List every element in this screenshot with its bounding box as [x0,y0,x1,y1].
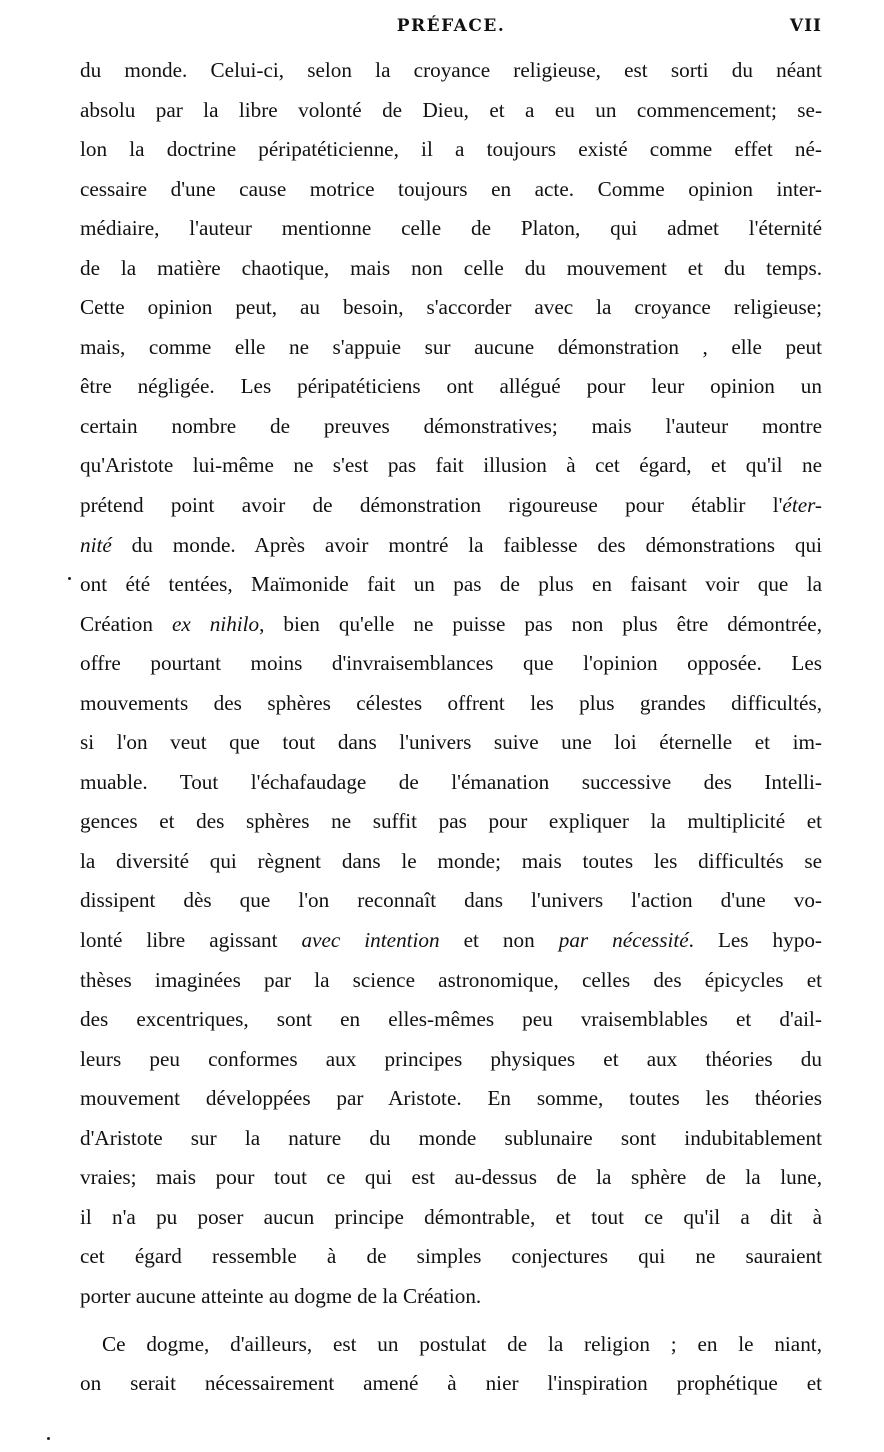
text-line: offre pourtant moins d'invraisemblances que l'opinion opposée. Les [80,651,822,676]
running-title: PRÉFACE. [396,16,506,36]
italic-phrase: avec intention [301,928,440,953]
text-line: vraies; mais pour tout ce qui est au-dessus de la sphère de la lune, [80,1165,822,1190]
page-header [80,16,822,48]
text-line: du monde. Celui-ci, selon la croyance religieuse, est sorti du néant [80,58,822,82]
text-line: muable. Tout l'échafaudage de l'émanation successive des Intelli- [80,769,822,794]
text-line: mouvements des sphères célestes offrent les plus grandes difficultés, [80,690,822,715]
text-line: des excentriques, sont en elles-mêmes peu vraisemblables et d'ail- [80,1007,822,1032]
text-line: qu'Aristote lui-même ne s'est pas fait illusion à cet égard, et qu'il ne [80,453,822,478]
ink-speck [68,577,71,580]
italic-phrase: par nécessité [558,928,689,953]
text-line: on serait nécessairement amené à nier l'inspiration prophétique et [80,1371,822,1396]
italic-phrase: ex nihilo [171,611,260,636]
text-line: lon la doctrine péripatéticienne, il a toujours existé comme effet né- [80,137,822,162]
text-line: certain nombre de preuves démonstratives; mais l'auteur montre [80,413,822,438]
ink-speck [47,1437,50,1440]
text-line: Création ex nihilo, bien qu'elle ne puisse pas non plus être démontrée, [80,611,822,636]
text-line: cessaire d'une cause motrice toujours en acte. Comme opinion inter- [80,176,822,201]
text-line: Cette opinion peut, au besoin, s'accorder avec la croyance religieuse; [80,295,822,320]
italic-phrase: nité [80,532,112,557]
body-text [80,51,822,1404]
text-line: leurs peu conformes aux principes physiques et aux théories du [80,1046,822,1071]
text-line: si l'on veut que tout dans l'univers suive une loi éternelle et im- [80,730,822,755]
text-line: la diversité qui règnent dans le monde; mais toutes les difficultés se [80,848,822,873]
text-line: absolu par la libre volonté de Dieu, et a eu un commencement; se- [80,97,822,122]
text-line: Ce dogme, d'ailleurs, est un postulat de la religion ; en le niant, [102,1331,822,1356]
paragraph-gap [80,1317,822,1325]
text-line: nité du monde. Après avoir montré la faiblesse des démonstrations qui [80,532,822,557]
italic-phrase: éter- [782,493,822,518]
text-line: cet égard ressemble à de simples conjectures qui ne sauraient [80,1244,822,1269]
text-line: ont été tentées, Maïmonide fait un pas de plus en faisant voir que la [80,572,822,597]
text-line: prétend point avoir de démonstration rigoureuse pour établir l'éter- [80,493,822,518]
text-line: il n'a pu poser aucun principe démontrable, et tout ce qu'il a dit à [80,1204,822,1229]
text-line: porter aucune atteinte au dogme de la Création. [80,1283,482,1308]
text-line: médiaire, l'auteur mentionne celle de Platon, qui admet l'éternité [80,216,822,241]
text-line: dissipent dès que l'on reconnaît dans l'univers l'action d'une vo- [80,888,822,913]
page-number: VII [789,16,822,36]
text-line: d'Aristote sur la nature du monde sublunaire sont indubitablement [80,1125,822,1150]
text-line: mais, comme elle ne s'appuie sur aucune démonstration , elle peut [80,334,822,359]
text-line: mouvement développées par Aristote. En somme, toutes les théories [80,1086,822,1111]
text-line: lonté libre agissant avec intention et non par nécessité. Les hypo- [80,928,822,953]
text-line: être négligée. Les péripatéticiens ont allégué pour leur opinion un [80,374,822,399]
text-line: de la matière chaotique, mais non celle du mouvement et du temps. [80,255,822,280]
text-line: gences et des sphères ne suffit pas pour expliquer la multiplicité et [80,809,822,834]
text-line: thèses imaginées par la science astronomique, celles des épicycles et [80,967,822,992]
